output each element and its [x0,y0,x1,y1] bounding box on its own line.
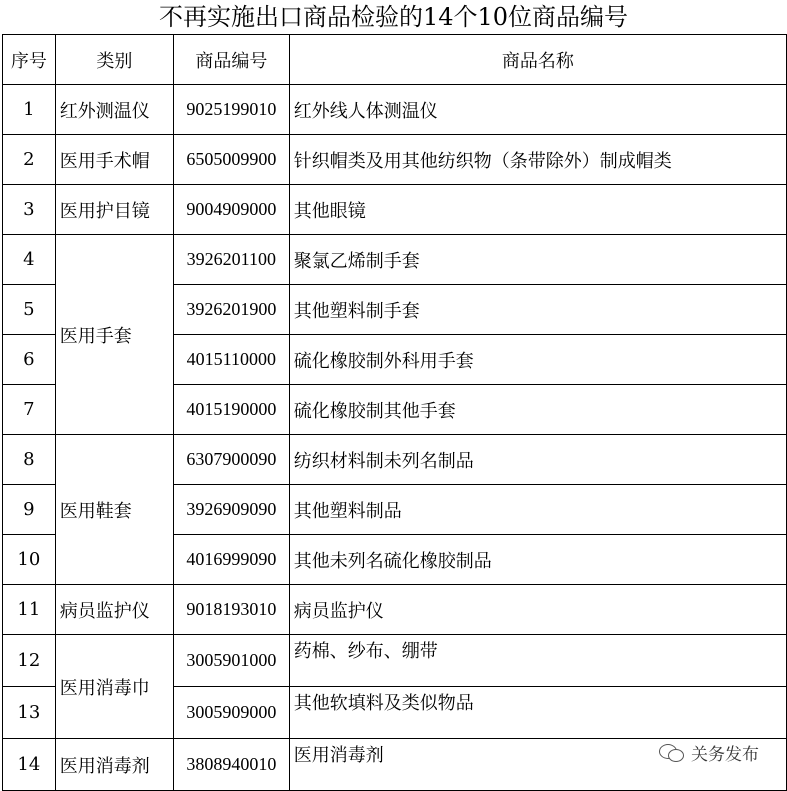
row-code: 3808940010 [173,739,289,791]
row-category: 医用护目镜 [55,185,173,235]
row-index: 5 [3,285,56,335]
header-code: 商品编号 [173,35,289,85]
row-category: 医用手套 [55,235,173,435]
row-index: 14 [3,739,56,791]
row-code: 4015110000 [173,335,289,385]
row-index: 4 [3,235,56,285]
row-index: 11 [3,585,56,635]
row-index: 12 [3,635,56,687]
row-index: 8 [3,435,56,485]
header-index: 序号 [3,35,56,85]
row-code: 9004909000 [173,185,289,235]
watermark-text: 关务发布 [691,745,759,765]
row-category: 红外测温仪 [55,85,173,135]
row-name: 聚氯乙烯制手套 [289,235,786,285]
watermark [659,740,759,765]
row-index: 2 [3,135,56,185]
row-code: 3926201100 [173,235,289,285]
table-row [3,235,787,285]
row-name: 其他眼镜 [289,185,786,235]
row-index: 1 [3,85,56,135]
row-code: 3926909090 [173,485,289,535]
header-category: 类别 [55,35,173,85]
table-row [3,435,787,485]
row-code: 9018193010 [173,585,289,635]
row-code: 6307900090 [173,435,289,485]
row-category: 医用消毒巾 [55,635,173,739]
row-category: 病员监护仪 [55,585,173,635]
row-name: 红外线人体测温仪 [289,85,786,135]
row-code: 9025199010 [173,85,289,135]
table-row [3,585,787,635]
row-index: 6 [3,335,56,385]
table-row [3,185,787,235]
table-row [3,135,787,185]
row-code: 3005901000 [173,635,289,687]
wechat-icon [659,743,685,763]
row-name: 纺织材料制未列名制品 [289,435,786,485]
row-category: 医用手术帽 [55,135,173,185]
row-name: 针织帽类及用其他纺织物（条带除外）制成帽类 [289,135,786,185]
row-code: 3926201900 [173,285,289,335]
row-index: 9 [3,485,56,535]
table-title: 不再实施出口商品检验的14个10位商品编号 [158,3,629,31]
header-name: 商品名称 [289,35,786,85]
row-name: 其他塑料制品 [289,485,786,535]
row-code: 6505009900 [173,135,289,185]
row-name: 硫化橡胶制外科用手套 [289,335,786,385]
row-name: 其他塑料制手套 [289,285,786,335]
table-header-row [3,35,787,85]
row-category: 医用鞋套 [55,435,173,585]
row-name: 药棉、纱布、绷带 [289,635,786,687]
row-name: 硫化橡胶制其他手套 [289,385,786,435]
row-name: 其他未列名硫化橡胶制品 [289,535,786,585]
commodity-table [2,34,787,791]
row-index: 13 [3,687,56,739]
row-name: 其他软填料及类似物品 [289,687,786,739]
row-code: 4016999090 [173,535,289,585]
row-index: 10 [3,535,56,585]
table-row [3,635,787,687]
row-code: 3005909000 [173,687,289,739]
row-name: 病员监护仪 [289,585,786,635]
row-code: 4015190000 [173,385,289,435]
table-row [3,85,787,135]
row-index: 7 [3,385,56,435]
row-index: 3 [3,185,56,235]
row-category: 医用消毒剂 [55,739,173,791]
row-name: 医用消毒剂 [289,739,786,791]
